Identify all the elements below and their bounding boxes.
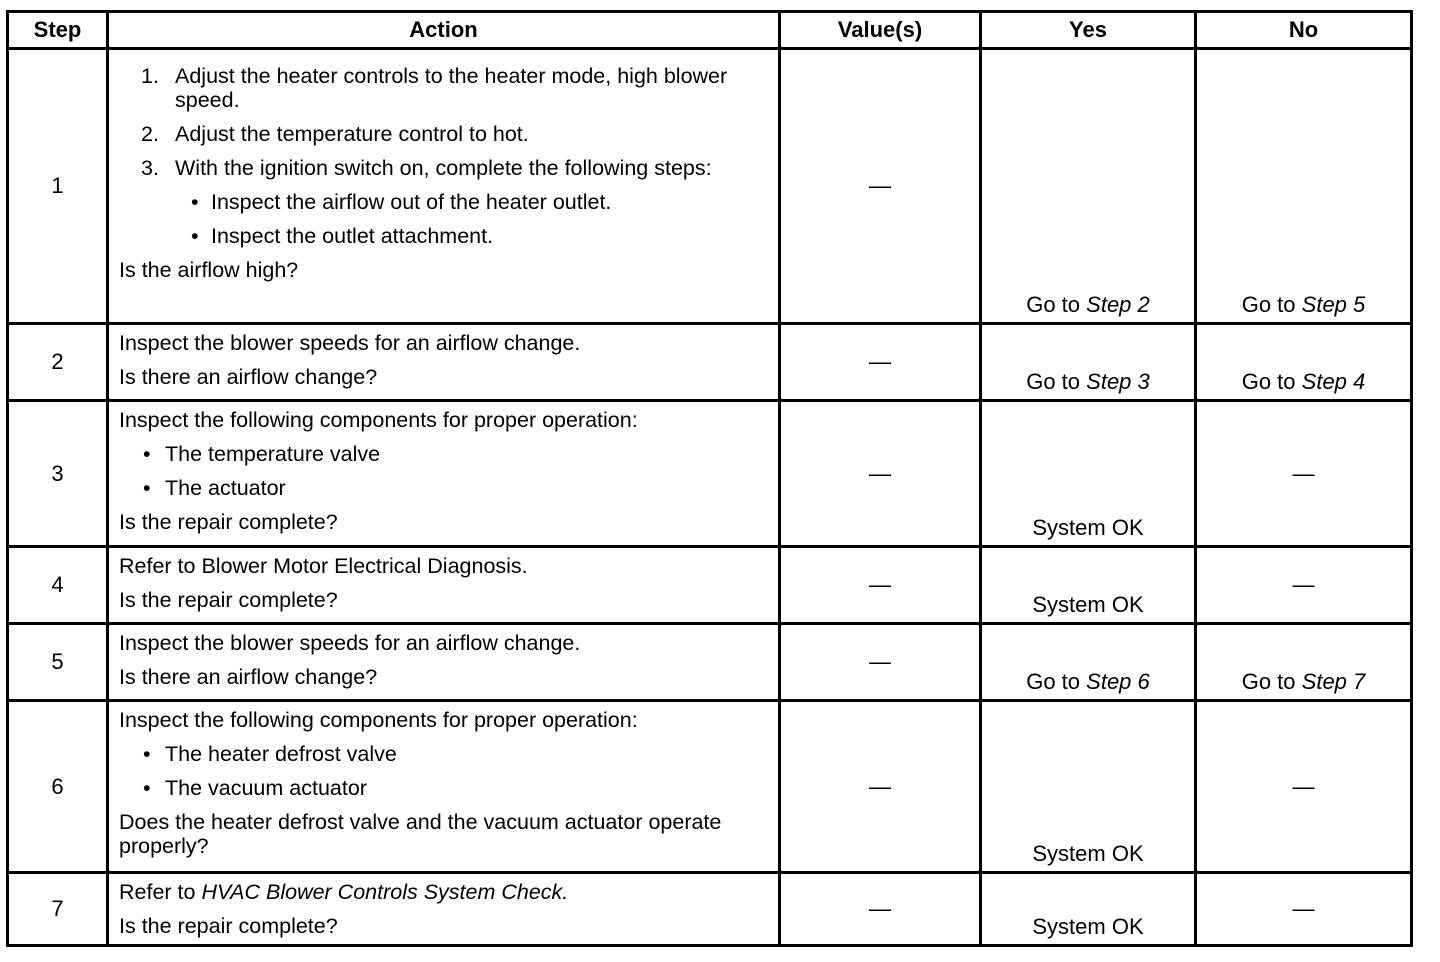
step-reference: Step 6 [1086,669,1150,694]
yes-cell: Go to Step 3 [981,324,1196,401]
action-question: Is the repair complete? [119,914,338,938]
action-question: Is the repair complete? [119,510,338,534]
step-number: 7 [8,873,108,946]
step-reference: Step 3 [1086,369,1150,394]
table-row [8,701,1412,873]
action-cell [108,624,780,701]
action-text: Inspect the following components for proper operation: [119,408,638,432]
yes-cell: Go to Step 6 [981,624,1196,701]
action-text: Inspect the blower speeds for an airflow change. [119,631,581,655]
table-row [8,624,1412,701]
diagnostic-table [6,10,1413,947]
bullet-list [119,190,768,248]
step-number: 1 [8,49,108,324]
no-cell: Go to Step 4 [1196,324,1412,401]
list-item: • Inspect the outlet attachment. [191,224,494,248]
step-number: 3 [8,401,108,547]
action-text: Inspect the following components for proper operation: [119,708,638,732]
no-cell: Go to Step 5 [1196,49,1412,324]
no-cell: Go to Step 7 [1196,624,1412,701]
value-cell: — [780,624,981,701]
list-item: • The actuator [143,476,286,500]
yes-cell: System OK [981,401,1196,547]
action-cell [108,547,780,624]
header-yes: Yes [981,12,1196,49]
list-item: • The heater defrost valve [143,742,397,766]
header-no: No [1196,12,1412,49]
action-text: Refer to HVAC Blower Controls System Check. [119,880,569,904]
header-action: Action [108,12,780,49]
no-cell: — [1196,547,1412,624]
step-reference: Step 4 [1301,369,1366,394]
no-cell: — [1196,401,1412,547]
value-cell: — [780,873,981,946]
action-question: Is there an airflow change? [119,365,378,389]
step-reference: Step 7 [1301,669,1366,694]
step-number: 2 [8,324,108,401]
action-cell [108,873,780,946]
yes-cell: System OK [981,547,1196,624]
action-text: Refer to Blower Motor Electrical Diagnosis. [119,554,528,578]
step-reference: Step 2 [1086,292,1150,317]
list-item: • Inspect the airflow out of the heater outlet. [191,190,612,214]
header-values: Value(s) [780,12,981,49]
action-question: Does the heater defrost valve and the vacuum actuator operate properly? [119,810,722,858]
action-question: Is the airflow high? [119,258,299,282]
value-cell: — [780,401,981,547]
action-text: Inspect the blower speeds for an airflow change. [119,331,581,355]
bullet-list [119,742,768,800]
table-row [8,873,1412,946]
list-item: 1. Adjust the heater controls to the heater mode, high blower speed. [141,64,728,112]
yes-cell: System OK [981,701,1196,873]
step-number: 4 [8,547,108,624]
doc-reference: HVAC Blower Controls System Check. [201,880,569,904]
list-item: 2. Adjust the temperature control to hot. [141,122,529,146]
action-question: Is the repair complete? [119,588,338,612]
no-cell: — [1196,873,1412,946]
action-question: Is there an airflow change? [119,665,378,689]
header-row [8,12,1412,49]
value-cell: — [780,547,981,624]
list-item: • The temperature valve [143,442,381,466]
table-row [8,49,1412,324]
bullet-list [119,442,768,500]
action-cell [108,324,780,401]
numbered-list [119,64,768,180]
table-row [8,547,1412,624]
action-cell [108,49,780,324]
table-row [8,324,1412,401]
value-cell: — [780,49,981,324]
list-item: 3. With the ignition switch on, complete the following steps: [141,156,712,180]
step-number: 6 [8,701,108,873]
value-cell: — [780,324,981,401]
action-cell [108,401,780,547]
no-cell: — [1196,701,1412,873]
table-row [8,401,1412,547]
value-cell: — [780,701,981,873]
list-item: • The vacuum actuator [143,776,367,800]
action-cell [108,701,780,873]
header-step: Step [8,12,108,49]
yes-cell: Go to Step 2 [981,49,1196,324]
yes-cell: System OK [981,873,1196,946]
step-reference: Step 5 [1301,292,1366,317]
step-number: 5 [8,624,108,701]
